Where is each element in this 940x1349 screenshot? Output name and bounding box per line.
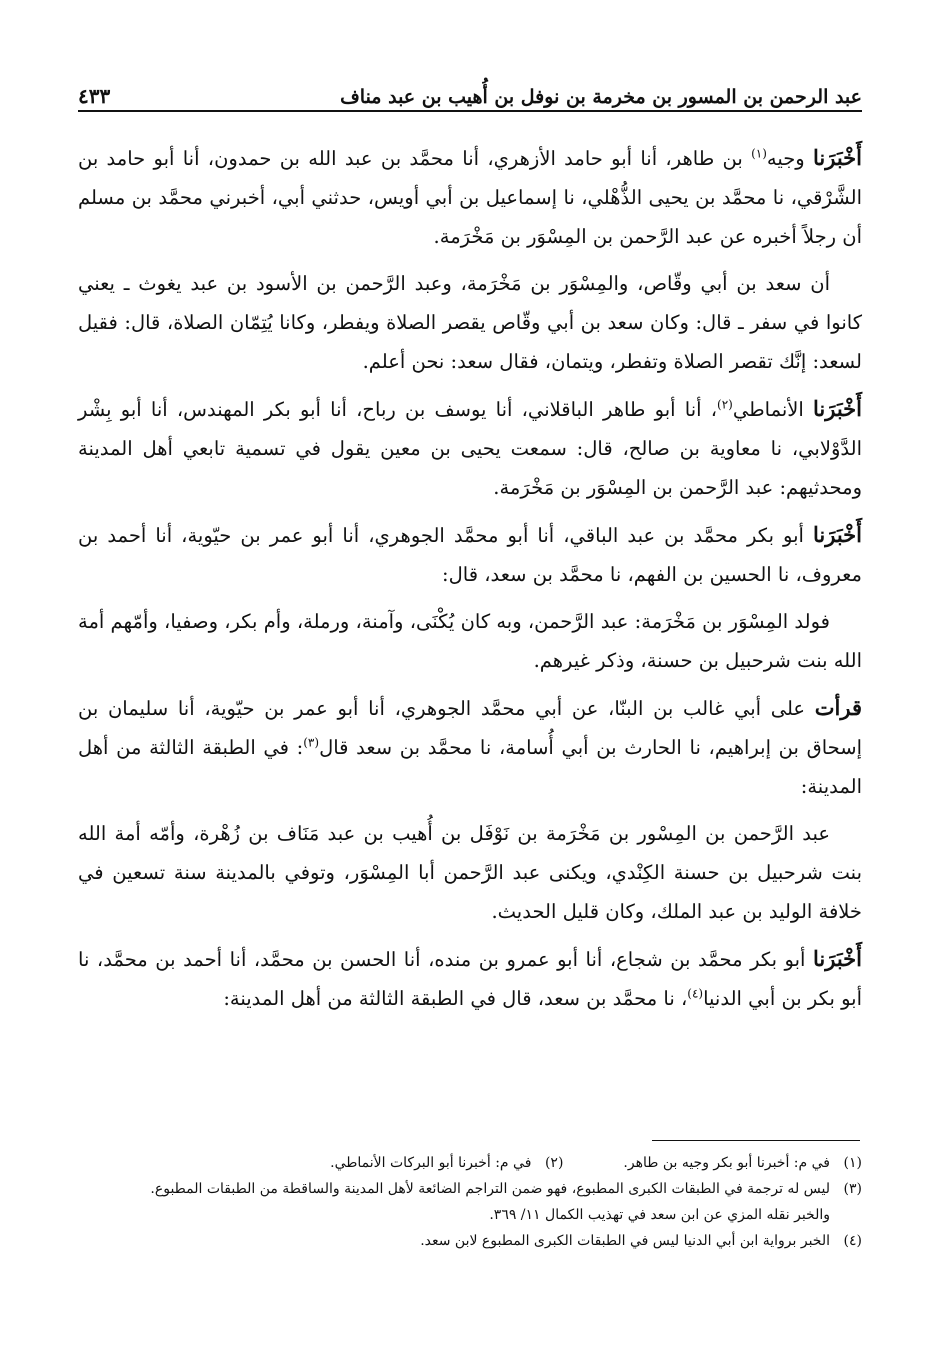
paragraph-1 — [78, 138, 862, 256]
paragraph-8 — [78, 939, 862, 1018]
paragraph-text: على أبي غالب بن البنّا، عن أبي محمَّد الجوهري، أنا أبو عمر بن حيّوية، أنا سليمان بن إسحاق بن إبراهيم، نا الحارث بن أبي أُسامة، نا محمَّد بن سعد قال — [78, 697, 863, 759]
paragraph-text: وجيه — [766, 147, 814, 170]
paragraph-text: عبد الرَّحمن بن المِسْور بن مَخْرَمة بن نَوْفَل بن أُهيب بن عبد مَنَاف بن زُهْرة، وأمّه أمة الله بنت شرحبيل بن حسنة الكِنْدي، ويكنى عبد الرَّحمن أبا المِسْوَر، وتوفي بالمدينة سنة تسعين في خلافة الوليد بن عبد الملك، وكان قليل الحديث. — [78, 822, 862, 923]
footnote-number: (١) — [843, 1155, 862, 1171]
paragraph-2 — [78, 264, 862, 381]
footnote-text: في م: أخبرنا أبو بكر وجيه بن طاهر. — [623, 1155, 830, 1171]
paragraph-text: أن سعد بن أبي وقّاص، والمِسْوَر بن مَخْرَمة، وعبد الرَّحمن بن الأسود بن عبد يغوث ـ يعني كانوا في سفر ـ قال: وكان سعد بن أبي وقّاص يقصر الصلاة ويفطر، وكانا يُتِمّان الصلاة، قال: فقيل لسعد: إنَّك تقصر الصلاة وتفطر، ويتمان، فقال سعد: نحن أعلم. — [78, 272, 862, 373]
paragraph-lead: أَخْبَرَنا — [813, 396, 862, 421]
paragraph-lead: أَخْبَرَنا — [813, 145, 862, 170]
main-text — [78, 138, 862, 1018]
paragraph-text: أبو بكر محمَّد بن عبد الباقي، أنا أبو محمَّد الجوهري، أنا أبو عمر بن حيّوية، أنا أحمد بن معروف، نا الحسين بن الفهم، نا محمَّد بن سعد، قال: — [78, 524, 862, 586]
paragraph-text: الأنماطي — [732, 398, 814, 421]
footnote-line-4 — [78, 1228, 862, 1254]
footnote-text: في م: أخبرنا أبو البركات الأنماطي. — [330, 1155, 532, 1171]
footnote-number: (٢) — [544, 1155, 564, 1171]
footnote-line-1-2 — [78, 1150, 862, 1176]
footnote-ref-2: (٢) — [717, 397, 733, 412]
header-rule — [78, 110, 862, 112]
paragraph-3 — [78, 389, 862, 507]
footnote-ref-3: (٣) — [303, 735, 320, 750]
paragraph-text-cont: ، أنا أبو طاهر الباقلاني، أنا يوسف بن رباح، أنا أبو بكر المهندس، أنا أبو بِشْر الدَّوْلابي، نا معاوية بن صالح، قال: سمعت يحيى بن معين يقول في تسمية تابعي أهل المدينة ومحدثيهم: عبد الرَّحمن بن المِسْوَر بن مَخْرَمة. — [78, 398, 862, 499]
footnote-text: ليس له ترجمة في الطبقات الكبرى المطبوع، فهو ضمن التراجم الضائعة لأهل المدينة والساقطة من الطبقات المطبوع. — [150, 1181, 830, 1197]
paragraph-7 — [78, 814, 862, 931]
footnote-text: الخبر برواية ابن أبي الدنيا ليس في الطبقات الكبرى المطبوع لابن سعد. — [420, 1233, 830, 1249]
paragraph-4 — [78, 515, 862, 594]
paragraph-text-cont: ، نا محمَّد بن سعد، قال في الطبقة الثالثة من أهل المدينة: — [223, 987, 688, 1010]
footnote-ref-4: (٤) — [687, 986, 704, 1001]
running-title: عبد الرحمن بن المسور بن مخرمة بن نوفل بن أُهيب بن عبد مناف — [340, 86, 862, 108]
paragraph-text: فولد المِسْوَر بن مَخْرَمة: عبد الرَّحمن، وبه كان يُكْنَى، وآمنة، ورملة، وأم بكر، وصفيا، وأمّهم أمة الله بنت شرحبيل بن حسنة، وذكر غيرهم. — [78, 610, 862, 672]
footnotes — [78, 1150, 862, 1254]
footnote-continuation: والخبر نقله المزي عن ابن سعد في تهذيب الكمال ١١/ ٣٦٩. — [489, 1207, 830, 1223]
paragraph-text: أبو بكر محمَّد بن شجاع، أنا أبو عمرو بن منده، أنا الحسن بن محمَّد، أنا أحمد بن محمَّد، نا أبو بكر بن أبي الدنيا — [78, 948, 862, 1010]
paragraph-lead: قرأت — [814, 695, 862, 720]
paragraph-6 — [78, 688, 862, 806]
footnote-number: (٤) — [843, 1233, 862, 1249]
paragraph-text-cont: : في الطبقة الثالثة من أهل المدينة: — [78, 736, 862, 798]
paragraph-5 — [78, 602, 862, 680]
page-header — [78, 74, 862, 108]
footnote-ref-1: (١) — [751, 146, 767, 161]
footnote-line-3 — [78, 1176, 862, 1202]
page-number: ٤٣٣ — [78, 84, 111, 108]
paragraph-lead: أَخْبَرَنا — [813, 946, 862, 971]
paragraph-text-cont: بن طاهر، أنا أبو حامد الأزهري، أنا محمَّد بن عبد الله بن حمدون، أنا أبو حامد بن الشَّرْقي، نا محمَّد بن يحيى الذُّهْلي، نا إسماعيل بن أبي أويس، حدثني أبي، أخبرني محمَّد بن مسلم أن رجلاً أخبره عن عبد الرَّحمن بن المِسْوَر بن مَخْرَمة. — [78, 147, 862, 248]
footnote-number: (٣) — [843, 1181, 862, 1197]
paragraph-lead: أَخْبَرَنا — [813, 522, 862, 547]
footnote-rule — [652, 1140, 860, 1141]
